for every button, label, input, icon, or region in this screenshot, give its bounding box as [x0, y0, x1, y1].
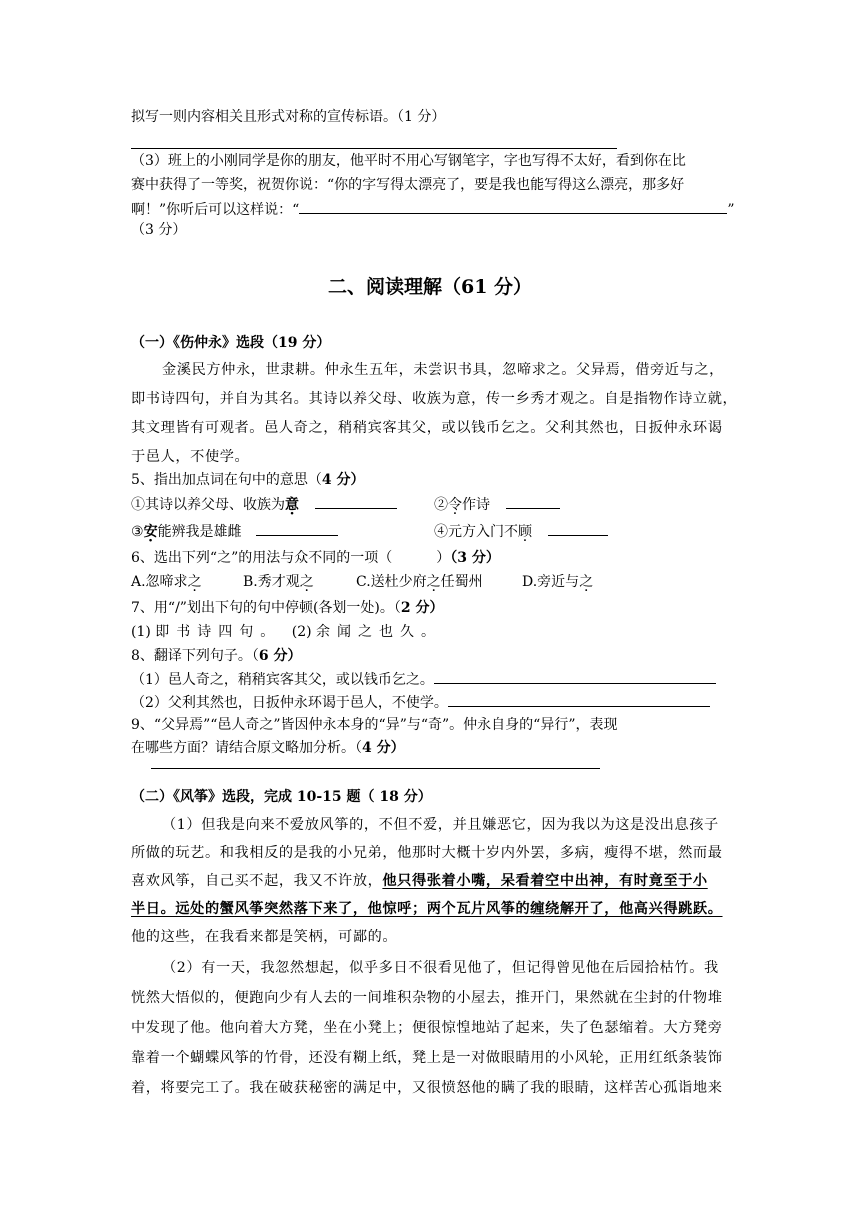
- q8-sentence-2-text: （2）父利其然也，日扳仲永环谒于邑人，不使学。: [131, 695, 448, 711]
- q6-stem-text: 6、选出下列“之”的用法与众不同的一项（: [131, 550, 393, 566]
- slogan-prompt: 拟写一则内容相关且形式对称的宣传标语。（1 分）: [131, 109, 446, 125]
- answer-blank-q5-3: [256, 521, 338, 536]
- p2-line-5: 着，将要完工了。我在破获秘密的满足中，又很愤怒他的瞒了我的眼睛，这样苦心孤诣地来: [131, 1080, 723, 1096]
- q7-sentence-2: 余闻之也久。: [316, 624, 443, 640]
- q9-line-2-text: 在哪些方面？请结合原文略加分析。（: [131, 740, 362, 756]
- q7-score: 2 分）: [400, 600, 444, 616]
- q6-option-c-dotted: 之: [426, 574, 441, 590]
- q5-item-1-text: ①其诗以养父母、收族为: [131, 497, 285, 513]
- q5-item-2-num: ②: [434, 497, 448, 513]
- q5-score: 4 分）: [321, 472, 365, 488]
- p1-line-3-text: 喜欢风筝，自己买不起，我又不许放，: [131, 873, 383, 889]
- q5-dotted-word-2: 令: [448, 497, 462, 513]
- q7-sentence-1: 即书诗四句。: [155, 624, 282, 640]
- q5-item-1: [131, 494, 397, 515]
- q3-close-quote: ”: [727, 202, 735, 218]
- q3-line-3: [131, 199, 735, 220]
- p2-line-4: 靠着一个蝴蝶风筝的竹骨，还没有糊上纸，凳上是一对做眼睛用的小风轮，正用红纸条装饰: [131, 1050, 723, 1066]
- p1-underlined-sentence: 他只得张着小嘴，呆看着空中出神，有时竟至于小: [382, 873, 708, 889]
- part1-heading: （一）《伤仲永》选段（19 分）: [131, 335, 331, 351]
- answer-line-slogan: [131, 148, 617, 149]
- p2-line-2: 恍然大悟似的，便跑向少有人去的一间堆积杂物的小屋去，推开门，果然就在尘封的什物堆: [131, 990, 723, 1006]
- q5-item-2-text: 作诗: [462, 497, 490, 513]
- p1-line-3: [131, 871, 708, 891]
- p1-line-5: 他的这些，在我看来都是笑柄，可鄙的。: [131, 929, 398, 945]
- passage-line-4: 于邑人，不使学。: [131, 449, 250, 465]
- answer-blank-q5-2: [506, 494, 560, 509]
- q6-option-b-text: B.秀才观: [243, 574, 300, 590]
- passage-line-3: 其文理皆有可观者。邑人奇之，稍稍宾客其父，或以钱币乞之。父利其然也，日扳仲永环谒: [131, 420, 723, 436]
- q5-item-3: [131, 521, 338, 542]
- q8-sentence-2: [131, 692, 710, 713]
- q9-line-2: [131, 738, 405, 758]
- q6-option-d-dotted: 之: [579, 574, 594, 590]
- q7-s1-label: (1): [131, 624, 151, 640]
- q6-option-c-text-2: 任蜀州: [440, 574, 483, 590]
- q6-option-a-text: A.忽啼求: [131, 574, 188, 590]
- q6-option-a-dotted: 之: [187, 574, 202, 590]
- p2-line-3: 中发现了他。他向着大方凳，坐在小凳上；便很惊惶地站了起来，失了色瑟缩着。大方凳旁: [131, 1020, 723, 1036]
- q7-sentences: [131, 622, 442, 642]
- p2-line-1: （2）有一天，我忽然想起，似乎多日不很看见他了，但记得曾见他在后园拾枯竹。我: [162, 960, 719, 976]
- q8-stem: [131, 646, 302, 666]
- answer-line-q3: [299, 199, 727, 214]
- q9-score: 4 分）: [362, 740, 405, 756]
- p1-line-4: 半日。远处的蟹风筝突然落下来了，他惊呼；两个瓦片风筝的缠绕解开了，他高兴得跳跃。: [131, 901, 723, 917]
- answer-line-q8-1: [434, 669, 716, 684]
- q5-item-4: [434, 521, 608, 542]
- q5-item-2: [434, 494, 560, 515]
- answer-blank-q5-4: [548, 521, 608, 536]
- answer-line-q9: [151, 768, 600, 769]
- q3-score: （3 分）: [131, 222, 187, 238]
- q6-option-c: [356, 572, 483, 592]
- q6-score: （3 分）: [450, 550, 500, 566]
- q5-stem: [131, 470, 365, 490]
- answer-blank-q5-1: [315, 494, 397, 509]
- q5-dotted-word-3: 安: [143, 524, 158, 540]
- passage-line-1: 金溪民方仲永，世隶耕。仲永生五年，未尝识书具，忽啼求之。父异焉，借旁近与之，: [162, 362, 724, 378]
- q6-option-b: [243, 572, 314, 592]
- q5-dotted-word-4: 顾: [518, 524, 532, 540]
- q3-line-1: （3）班上的小刚同学是你的朋友，他平时不用心写钢笔字，字也写得不太好，看到你在比: [131, 153, 686, 169]
- q7-s2-label: (2): [291, 624, 312, 640]
- q8-score: 6 分）: [258, 648, 302, 664]
- q8-sentence-1: [131, 669, 716, 690]
- q3-line-2: 赛中获得了一等奖，祝贺你说：“你的字写得太漂亮了，要是我也能写得这么漂亮，那多好: [131, 177, 685, 193]
- q5-stem-text: 5、指出加点词在句中的意思（: [131, 472, 322, 488]
- q5-item-3-num: ③: [131, 524, 144, 540]
- q6-paren-close: ）: [436, 550, 451, 566]
- q8-stem-text: 8、翻译下列句子。（: [131, 648, 259, 664]
- q6-stem: [131, 548, 500, 568]
- p1-line-1: （1）但我是向来不爱放风筝的，不但不爱，并且嫌恶它，因为我以为这是没出息孩子: [162, 817, 719, 833]
- q9-line-1: 9、“父异焉”“邑人奇之”皆因仲永本身的“异”与“奇”。仲永自身的“异行”，表现: [131, 717, 618, 733]
- passage-line-2: 即书诗四句，并自为其名。其诗以养父母、收族为意，传一乡秀才观之。自是指物作诗立就，: [131, 391, 738, 407]
- q5-item-3-text: 能辨我是雄雌: [157, 524, 242, 540]
- q7-stem-text: 7、用“/”划出下句的句中停顿(各划一处)。（: [131, 600, 401, 616]
- q5-item-4-text: ④元方入门不: [434, 524, 518, 540]
- q6-option-c-text: C.送杜少府: [356, 574, 427, 590]
- q6-option-d: [522, 572, 593, 592]
- q6-option-a: [131, 572, 202, 592]
- answer-line-q8-2: [448, 692, 710, 707]
- q6-option-b-dotted: 之: [299, 574, 314, 590]
- q6-option-d-text: D.旁近与: [522, 574, 580, 590]
- q7-stem: [131, 598, 444, 618]
- part2-heading: （二）《风筝》选段，完成 10-15 题（ 18 分）: [131, 789, 432, 805]
- section-title: 二、阅读理解（61 分）: [327, 276, 533, 298]
- p1-line-2: 所做的玩艺。和我相反的是我的小兄弟，他那时大概十岁内外罢，多病，瘦得不堪，然而最: [131, 845, 723, 861]
- q3-line-3-text: 啊！”你听后可以这样说：“: [131, 202, 300, 218]
- q8-sentence-1-text: （1）邑人奇之，稍稍宾客其父，或以钱币乞之。: [131, 672, 434, 688]
- q5-dotted-word-1: 意: [285, 497, 299, 513]
